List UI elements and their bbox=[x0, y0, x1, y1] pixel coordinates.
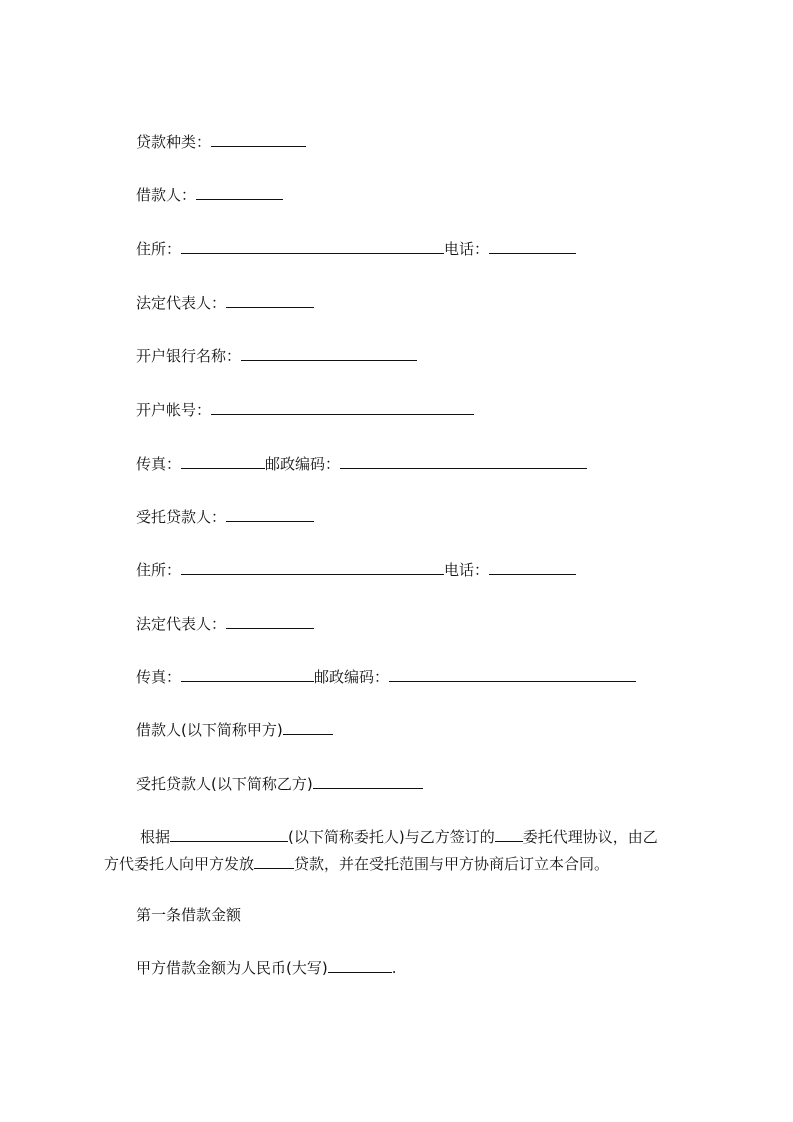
trustee-lender-blank[interactable] bbox=[226, 507, 314, 522]
legal-rep1-line bbox=[136, 293, 314, 313]
postcode2-label: 邮政编码： bbox=[314, 668, 390, 686]
fax1-label: 传真： bbox=[136, 455, 182, 473]
intro-line-1 bbox=[104, 824, 704, 851]
legal-rep2-blank[interactable] bbox=[226, 614, 314, 629]
postcode1-blank[interactable] bbox=[340, 454, 587, 469]
amount-end: . bbox=[391, 959, 397, 977]
article1-heading-text: 第一条借款金额 bbox=[136, 906, 242, 924]
trustee-lender-line bbox=[136, 507, 314, 527]
address1-label: 住所： bbox=[136, 240, 182, 258]
fax1-blank[interactable] bbox=[181, 454, 265, 469]
intro-text-4: 方代委托人向甲方发放 bbox=[104, 855, 255, 873]
agreement-blank[interactable] bbox=[495, 827, 523, 842]
fax2-line bbox=[136, 667, 636, 687]
phone2-blank[interactable] bbox=[489, 560, 576, 575]
intro-text-2: (以下简称委托人)与乙方签订的 bbox=[288, 828, 495, 846]
postcode1-label: 邮政编码： bbox=[265, 455, 341, 473]
borrower-label: 借款人： bbox=[136, 186, 197, 204]
borrower-blank[interactable] bbox=[196, 185, 283, 200]
fax2-blank[interactable] bbox=[181, 667, 314, 682]
loan-type-blank[interactable] bbox=[211, 132, 306, 147]
loan-type-line bbox=[136, 132, 306, 152]
trustee-lender-label: 受托贷款人： bbox=[136, 508, 227, 526]
intro-paragraph bbox=[104, 824, 704, 878]
fax1-line bbox=[136, 454, 587, 474]
party-b-line bbox=[136, 774, 423, 794]
article1-amount-line bbox=[136, 958, 397, 978]
party-a-blank[interactable] bbox=[283, 720, 333, 735]
loan-type-label: 贷款种类： bbox=[136, 133, 212, 151]
postcode2-blank[interactable] bbox=[389, 667, 636, 682]
legal-rep2-line bbox=[136, 614, 314, 634]
party-a-label: 借款人(以下简称甲方) bbox=[136, 721, 283, 739]
intro-line-2 bbox=[104, 851, 704, 878]
article1-heading bbox=[136, 905, 241, 925]
bank-name-line bbox=[136, 346, 417, 366]
account-no-blank[interactable] bbox=[211, 400, 474, 415]
address1-blank[interactable] bbox=[181, 239, 444, 254]
phone1-blank[interactable] bbox=[489, 239, 576, 254]
borrower-line bbox=[136, 185, 283, 205]
legal-rep1-blank[interactable] bbox=[226, 293, 314, 308]
phone1-label: 电话： bbox=[444, 240, 490, 258]
fax2-label: 传真： bbox=[136, 668, 182, 686]
principal-blank[interactable] bbox=[170, 827, 288, 842]
account-no-line bbox=[136, 400, 474, 420]
party-b-label: 受托贷款人(以下简称乙方) bbox=[136, 775, 313, 793]
bank-name-label: 开户银行名称： bbox=[136, 347, 242, 365]
address2-label: 住所： bbox=[136, 561, 182, 579]
bank-name-blank[interactable] bbox=[241, 346, 417, 361]
address1-line bbox=[136, 239, 576, 259]
party-a-line bbox=[136, 720, 333, 740]
amount-label: 甲方借款金额为人民币(大写) bbox=[136, 959, 328, 977]
intro-text-5: 贷款，并在受托范围与甲方协商后订立本合同。 bbox=[294, 855, 610, 873]
legal-rep1-label: 法定代表人： bbox=[136, 294, 227, 312]
address2-line bbox=[136, 560, 576, 580]
legal-rep2-label: 法定代表人： bbox=[136, 615, 227, 633]
account-no-label: 开户帐号： bbox=[136, 401, 212, 419]
intro-text-3: 委托代理协议，由乙 bbox=[522, 828, 658, 846]
party-b-blank[interactable] bbox=[313, 774, 423, 789]
address2-blank[interactable] bbox=[181, 560, 444, 575]
amount-blank[interactable] bbox=[328, 958, 392, 973]
intro-text-1: 根据 bbox=[140, 828, 171, 846]
loan-kind-blank[interactable] bbox=[254, 854, 294, 869]
phone2-label: 电话： bbox=[444, 561, 490, 579]
